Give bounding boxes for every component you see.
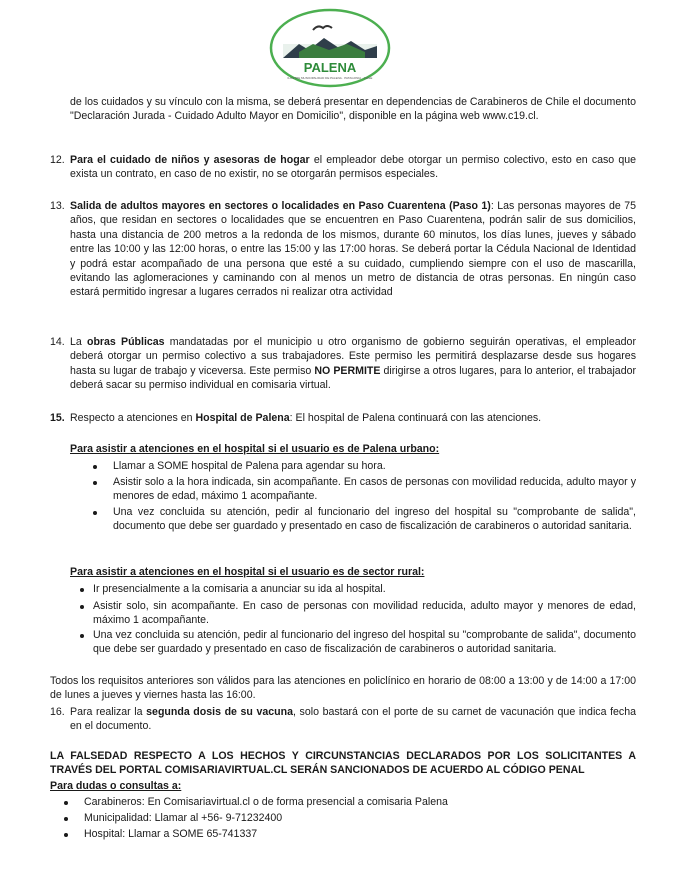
item-12 [70, 153, 636, 182]
bullet-dot [64, 801, 68, 805]
item-16-post: , solo bastará con el porte de su carnet de vacunación que indica fecha en el documento. [70, 706, 637, 733]
bullet-dot [93, 481, 97, 485]
urban-bullet-3: Una vez concluida su atención, pedir al funcionario del ingreso del hospital su "comprobante de salida", documento que debe ser guardado y presentado en caso de fiscalización de carabineros o autoridad sanitaria. [113, 506, 636, 533]
contact-carabineros: Carabineros: En Comisariavirtual.cl o de forma presencial a comisaria Palena [84, 796, 448, 808]
contact-hospital: Hospital: Llamar a SOME 65-741337 [84, 828, 258, 840]
rural-bullet-2: Asistir solo, sin acompañante. En caso de personas con movilidad reducida, adulto mayor y menores de edad, máximo 1 acompañante. [93, 600, 636, 627]
item-14-bold-2: NO PERMITE [314, 364, 381, 377]
bullet-dot [64, 817, 68, 821]
item-15-post: : El hospital de Palena continuará con las atenciones. [289, 412, 542, 424]
item-14 [70, 335, 636, 393]
item-13 [70, 199, 636, 300]
rural-heading: Para asistir a atenciones en el hospital si el usuario es de sector rural: [70, 566, 425, 578]
item-16-number: 16. [50, 706, 65, 718]
palena-logo [269, 8, 391, 88]
hours-note: Todos los requisitos anteriores son válidos para las atenciones en policlínico en horario de 08:00 a 13:00 y de 14:00 a 17:00 de lunes a jueves y viernes hasta las 16:00. [50, 675, 636, 702]
bullet-dot [64, 833, 68, 837]
intro-text: de los cuidados y su vínculo con la misma, se deberá presentar en dependencias de Carabineros de Chile el documento "Declaración Jurada - Cuidado Adulto Mayor en Domicilio", disponible en la página web www.c19.cl. [70, 96, 636, 123]
item-16 [70, 705, 636, 734]
bullet-dot [93, 511, 97, 515]
item-16-pre: Para realizar la [70, 706, 147, 718]
bullet-dot [80, 634, 84, 638]
bullet-dot [93, 465, 97, 469]
rural-bullet-3: Una vez concluida su atención, pedir al funcionario del ingreso del hospital su "comprobante de salida", documento que debe ser guardado y presentado en caso de fiscalización de carabineros o autoridad sanitaria. [93, 629, 636, 656]
rural-bullet-1: Ir presencialmente a la comisaria a anunciar su ida al hospital. [93, 583, 386, 595]
item-14-number: 14. [50, 336, 65, 348]
item-12-number: 12. [50, 154, 65, 166]
item-16-bold: segunda dosis de su vacuna [146, 706, 294, 718]
logo-name: PALENA [303, 60, 357, 75]
intro-paragraph [70, 95, 636, 124]
urban-heading: Para asistir a atenciones en el hospital si el usuario es de Palena urbano: [70, 443, 440, 455]
contacts-heading: Para dudas o consultas a: [50, 780, 182, 792]
item-15-pre: Respecto a atenciones en [70, 412, 196, 424]
item-14-pre: La [70, 336, 87, 348]
bullet-dot [80, 588, 84, 592]
item-15-number: 15. [50, 412, 65, 424]
item-13-bold: Salida de adultos mayores en sectores o localidades en Paso Cuarentena (Paso 1) [70, 200, 491, 212]
item-14-mid: mandatadas por el municipio u otro organismo de gobierno seguirán operativas, el empleador deberá otorgar un permiso colectivo a sus trabajadores. Este permiso les permitirá desplazarse desde sus hogares hasta su lugar de trabajo y viceversa. Este permiso [70, 336, 636, 377]
legal-warning: LA FALSEDAD RESPECTO A LOS HECHOS Y CIRCUNSTANCIAS DECLARADOS POR LOS SOLICITANTES A TRAVÉS DEL PORTAL COMISARIAVIRTUAL.CL SERÁN SANCIONADOS DE ACUERDO AL CÓDIGO PENAL [50, 750, 636, 777]
item-13-number: 13. [50, 200, 65, 212]
urban-bullet-2: Asistir solo a la hora indicada, sin acompañante. En casos de personas con movilidad reducida, adulto mayor y menores de edad, máximo 1 acompañante. [113, 476, 636, 503]
urban-bullet-1: Llamar a SOME hospital de Palena para agendar su hora. [113, 460, 386, 472]
contact-municipalidad: Municipalidad: Llamar al +56- 9-71232400 [84, 812, 283, 824]
bullet-dot [80, 605, 84, 609]
item-14-bold-1: obras Públicas [86, 336, 165, 348]
item-13-text: : Las personas mayores de 75 años, que residan en sectores o localidades que se encuentren en Paso Cuarentena, podrán salir de sus domicilios, hasta una distancia de 200 metros a la redonda de los mismos, durante 60 minutos, los días lunes, jueves y sábado entre las 10:00 y las 12:00 horas, o entre las 15:00 y las 17:00 horas. Se deberá portar la Cédula Nacional de Identidad y podrá estar acompañado de una persona que esté a su cuidado, cumpliendo siempre con el uso de mascarilla, evitando las aglomeraciones y caminando con al menos un metro de distancia de otras personas. En ningún caso estará permitido ingresar a lugares cerrados ni realizar otra actividad [70, 200, 636, 299]
item-14-post: dirigirse a otros lugares, para lo anterior, el trabajador deberá sacar su permiso individual en comisaria virtual. [70, 364, 637, 392]
item-12-text: el empleador debe otorgar un permiso colectivo, esto en caso que exista un contrato, en caso de no existir, no se otorgarán permisos especiales. [70, 154, 637, 181]
item-15 [70, 411, 636, 425]
item-15-bold: Hospital de Palena [195, 412, 290, 424]
logo-subtitle: ILUSTRE MUNICIPALIDAD DE PALENA · PATAGONIA · CHILE [287, 76, 373, 80]
item-12-bold: Para el cuidado de niños y asesoras de hogar [70, 154, 310, 166]
